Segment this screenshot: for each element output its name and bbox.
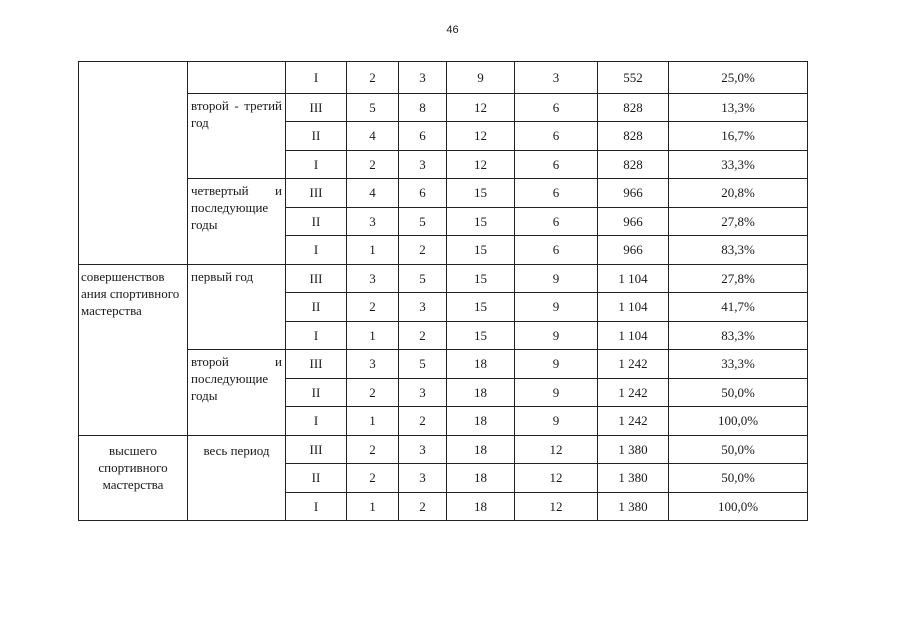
table-cell: 3	[399, 150, 447, 179]
table-cell: 2	[347, 378, 399, 407]
table-cell: 2	[347, 62, 399, 94]
table-cell: 966	[598, 179, 669, 208]
table-cell: 41,7%	[669, 293, 808, 322]
table-cell: 20,8%	[669, 179, 808, 208]
table-cell: 3	[347, 264, 399, 293]
table-cell: 1 104	[598, 321, 669, 350]
table-cell: 3	[515, 62, 598, 94]
table-cell: 16,7%	[669, 122, 808, 151]
table-cell: 15	[447, 293, 515, 322]
table-cell: 6	[515, 236, 598, 265]
table-cell: 12	[515, 492, 598, 521]
table-cell: 50,0%	[669, 464, 808, 493]
table-cell: I	[286, 236, 347, 265]
period-cell: второй и последующие годы	[188, 350, 286, 436]
table-cell: 9	[515, 350, 598, 379]
table-cell: I	[286, 62, 347, 94]
table-cell: 12	[447, 150, 515, 179]
table-cell: 1 380	[598, 492, 669, 521]
table-cell: III	[286, 264, 347, 293]
table-cell: 6	[515, 150, 598, 179]
table-row	[79, 179, 808, 208]
table-cell: 83,3%	[669, 236, 808, 265]
stage-cell: высшего спортивного мастерства	[79, 435, 188, 521]
table-cell: I	[286, 407, 347, 436]
period-cell: весь период	[188, 435, 286, 521]
table-cell: 33,3%	[669, 350, 808, 379]
table-cell: 27,8%	[669, 264, 808, 293]
period-cell: четвертый и последующие годы	[188, 179, 286, 265]
table-cell: 12	[515, 435, 598, 464]
table-cell: 3	[399, 62, 447, 94]
table-cell: 3	[399, 293, 447, 322]
table-cell: 5	[347, 93, 399, 122]
table-cell: 2	[399, 492, 447, 521]
table-cell: II	[286, 207, 347, 236]
table-cell: 15	[447, 321, 515, 350]
table-cell: 3	[399, 435, 447, 464]
table-cell: 966	[598, 207, 669, 236]
table-cell: I	[286, 150, 347, 179]
table-cell: 18	[447, 492, 515, 521]
table-cell: 9	[515, 293, 598, 322]
table-cell: III	[286, 179, 347, 208]
table-cell: 2	[399, 321, 447, 350]
table-cell: 1 380	[598, 464, 669, 493]
table-cell: 18	[447, 464, 515, 493]
table-cell: 12	[447, 93, 515, 122]
table-cell: 100,0%	[669, 492, 808, 521]
table-cell: 2	[347, 464, 399, 493]
table-cell: 3	[347, 207, 399, 236]
table-cell: II	[286, 122, 347, 151]
table-cell: 1 104	[598, 293, 669, 322]
stage-cell	[79, 62, 188, 265]
table-cell: III	[286, 435, 347, 464]
table-row	[79, 435, 808, 464]
table-cell: 1 104	[598, 264, 669, 293]
table-cell: 6	[515, 179, 598, 208]
table-cell: 9	[515, 264, 598, 293]
table-cell: 4	[347, 179, 399, 208]
table-cell: 5	[399, 264, 447, 293]
table-cell: 15	[447, 264, 515, 293]
table-cell: 828	[598, 93, 669, 122]
table-cell: 2	[347, 150, 399, 179]
table-row	[79, 264, 808, 293]
table-cell: 6	[515, 207, 598, 236]
table-cell: 18	[447, 407, 515, 436]
table-cell: 1 242	[598, 378, 669, 407]
table-cell: 1	[347, 321, 399, 350]
table-cell: 1 380	[598, 435, 669, 464]
table-cell: 828	[598, 122, 669, 151]
table-cell: 1	[347, 492, 399, 521]
table-cell: 12	[447, 122, 515, 151]
table-cell: 9	[515, 378, 598, 407]
table-cell: 12	[515, 464, 598, 493]
table-cell: 33,3%	[669, 150, 808, 179]
table-row	[79, 350, 808, 379]
table-cell: 100,0%	[669, 407, 808, 436]
table-cell: 27,8%	[669, 207, 808, 236]
table-cell: 25,0%	[669, 62, 808, 94]
table-cell: 15	[447, 236, 515, 265]
table-cell: 9	[515, 321, 598, 350]
table-cell: 15	[447, 207, 515, 236]
period-cell: первый год	[188, 264, 286, 350]
table-row	[79, 62, 808, 94]
table-cell: 50,0%	[669, 435, 808, 464]
training-norms-table	[78, 61, 808, 521]
table-cell: 13,3%	[669, 93, 808, 122]
table-cell: 828	[598, 150, 669, 179]
table-cell: 15	[447, 179, 515, 208]
period-cell: второй - третий год	[188, 93, 286, 179]
table-cell: I	[286, 492, 347, 521]
stage-cell: совершенствов ания спортивного мастерства	[79, 264, 188, 435]
table-cell: 5	[399, 350, 447, 379]
table-cell: II	[286, 378, 347, 407]
table-cell: II	[286, 293, 347, 322]
table-cell: 18	[447, 350, 515, 379]
table-cell: III	[286, 350, 347, 379]
table-cell: 6	[399, 122, 447, 151]
table-cell: 3	[399, 378, 447, 407]
table-cell: 50,0%	[669, 378, 808, 407]
table-cell: 1	[347, 236, 399, 265]
table-cell: 3	[347, 350, 399, 379]
table-cell: III	[286, 93, 347, 122]
table-cell: 5	[399, 207, 447, 236]
table-cell: 966	[598, 236, 669, 265]
table-cell: 18	[447, 378, 515, 407]
table-cell: 18	[447, 435, 515, 464]
table-cell: 4	[347, 122, 399, 151]
page-number: 46	[446, 24, 459, 36]
table-cell: 6	[399, 179, 447, 208]
table-cell: 1 242	[598, 407, 669, 436]
table-cell: 3	[399, 464, 447, 493]
period-cell	[188, 62, 286, 94]
table-cell: 8	[399, 93, 447, 122]
table-cell: 6	[515, 122, 598, 151]
table-cell: 9	[515, 407, 598, 436]
table-cell: 2	[399, 236, 447, 265]
table-cell: 1 242	[598, 350, 669, 379]
table-cell: I	[286, 321, 347, 350]
table-cell: 6	[515, 93, 598, 122]
table-cell: 83,3%	[669, 321, 808, 350]
table-cell: 2	[347, 293, 399, 322]
table-cell: 2	[347, 435, 399, 464]
table-row	[79, 93, 808, 122]
table-cell: 1	[347, 407, 399, 436]
table-cell: 552	[598, 62, 669, 94]
table-cell: 2	[399, 407, 447, 436]
table-cell: 9	[447, 62, 515, 94]
table-cell: II	[286, 464, 347, 493]
